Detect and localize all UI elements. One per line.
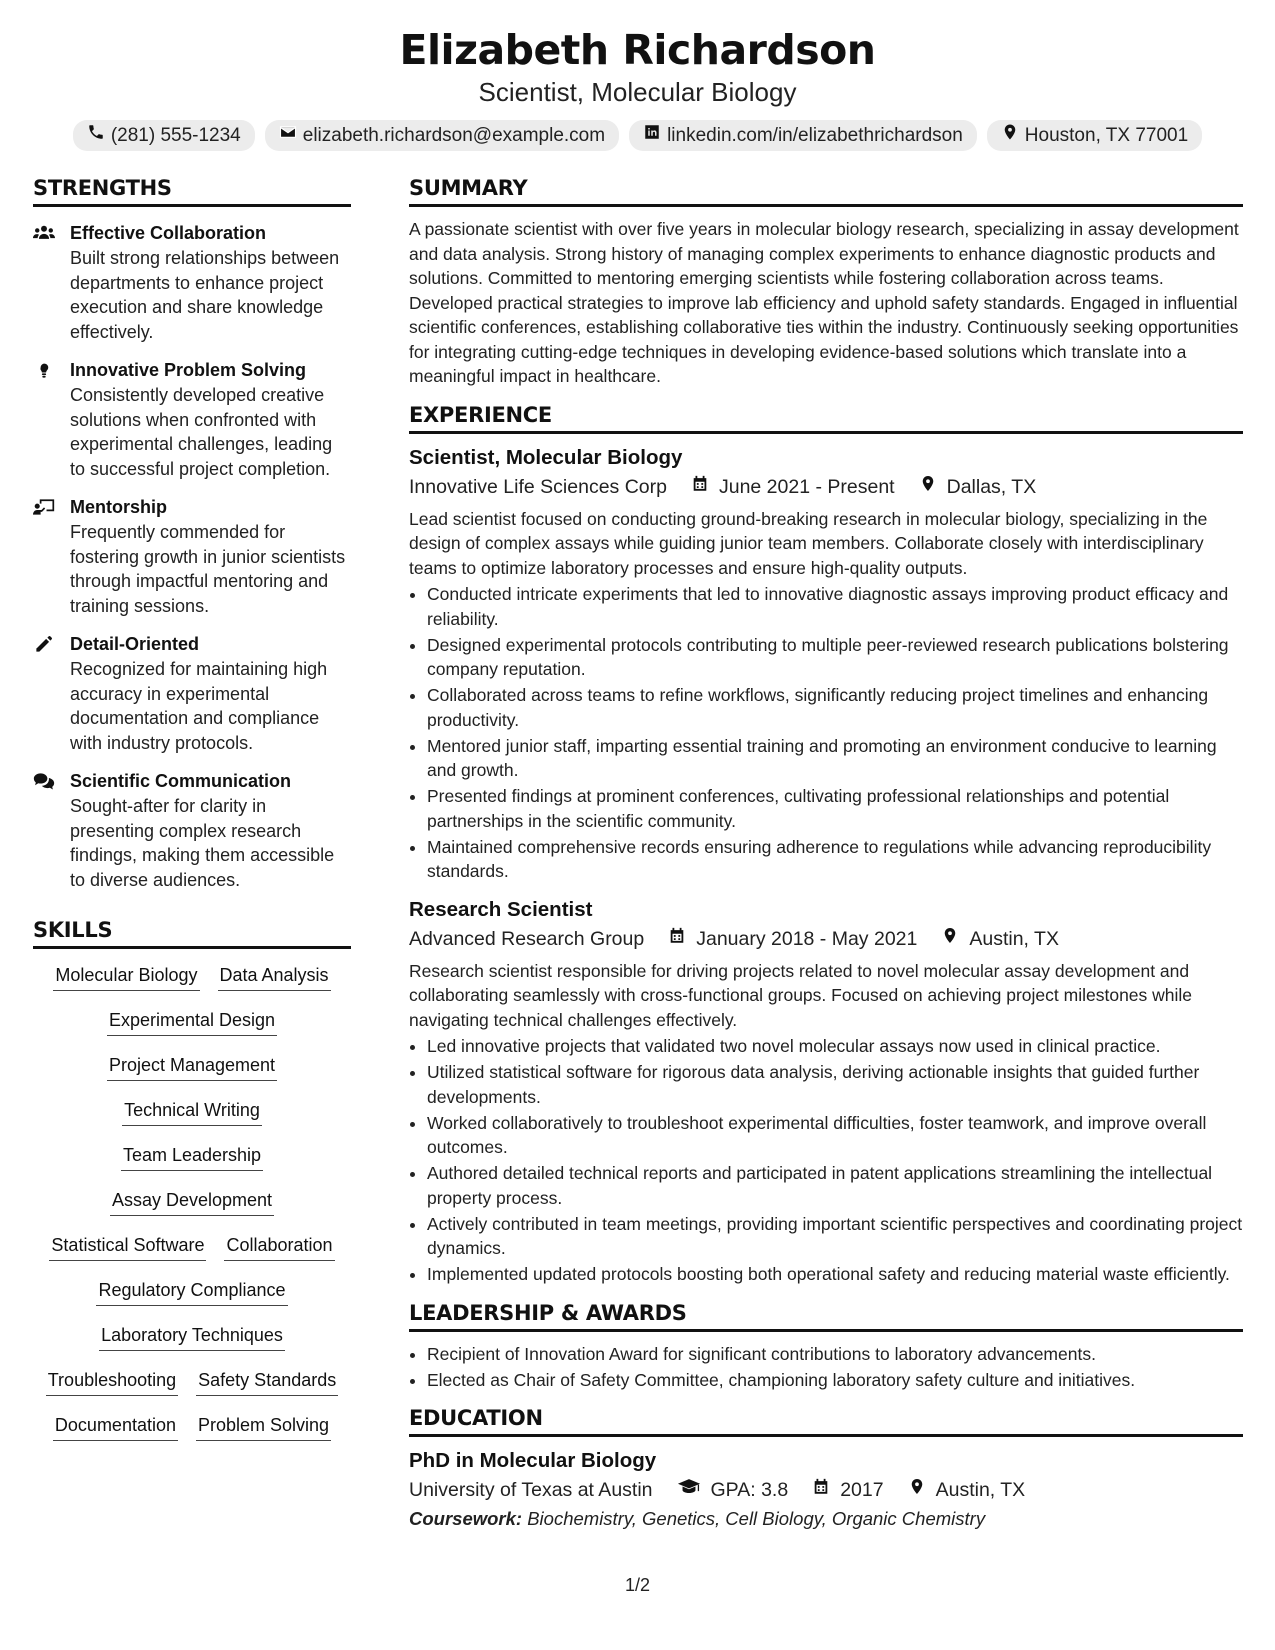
skill-tag: Data Analysis — [218, 963, 331, 991]
skill-tag: Technical Writing — [122, 1098, 262, 1126]
degree-title: PhD in Molecular Biology — [409, 1449, 657, 1472]
calendar-icon — [691, 472, 709, 502]
resume-header — [0, 0, 1275, 151]
job-location: Dallas, TX — [946, 475, 1037, 498]
graduation-cap-icon — [677, 1475, 701, 1505]
job-description: Research scientist responsible for driving projects related to novel molecular assay development and collaborating seamlessly with cross-functional groups. Focused on achieving project milestones while navigating technical challenges effectively. — [409, 960, 1193, 1030]
education-heading: EDUCATION — [409, 1406, 1243, 1437]
job-company: Advanced Research Group — [409, 927, 645, 950]
strength-text: Built strong relationships between departments to enhance project execution and share knowledge effectively. — [70, 248, 340, 342]
linkedin-icon — [643, 123, 661, 148]
strength-text: Frequently commended for fostering growth in junior scientists through impactful mentoring and training sessions. — [70, 522, 346, 616]
job-title: Scientist, Molecular Biology — [409, 445, 683, 469]
job-entry — [409, 444, 1243, 884]
skill-tag: Troubleshooting — [46, 1368, 178, 1396]
contact-phone[interactable] — [73, 120, 255, 151]
chalkboard-teacher-icon — [33, 495, 70, 618]
job-bullet: • Implemented updated protocols boosting both operational safety and reducing material waste efficiently. — [427, 1262, 1243, 1287]
award-item: • Elected as Chair of Safety Committee, championing laboratory safety culture and initiatives. — [427, 1368, 1243, 1393]
phone-icon — [87, 123, 105, 148]
job-bullet: • Led innovative projects that validated two novel molecular assays now used in clinical practice. — [427, 1034, 1243, 1059]
awards-heading: LEADERSHIP & AWARDS — [409, 1301, 1243, 1332]
pencil-icon — [33, 632, 70, 755]
comments-icon — [33, 769, 70, 892]
job-meta — [409, 924, 1243, 954]
award-item: • Recipient of Innovation Award for significant contributions to laboratory advancements. — [427, 1342, 1243, 1367]
left-column — [33, 176, 351, 1458]
strength-item — [33, 221, 351, 344]
job-bullet: • Mentored junior staff, imparting essential training and promoting an environment conducive to learning and growth. — [427, 734, 1243, 783]
job-title: Research Scientist — [409, 897, 593, 921]
awards-section — [409, 1301, 1243, 1393]
skills-heading: SKILLS — [33, 918, 351, 949]
strengths-heading: STRENGTHS — [33, 176, 351, 207]
map-pin-icon — [908, 1475, 926, 1505]
skill-tag: Regulatory Compliance — [96, 1278, 287, 1306]
gpa: GPA: 3.8 — [710, 1479, 789, 1501]
strength-title: Innovative Problem Solving — [70, 360, 307, 380]
strength-text: Sought-after for clarity in presenting complex research findings, making them accessible to diverse audiences. — [70, 796, 335, 890]
skill-tag: Molecular Biology — [53, 963, 199, 991]
job-bullet: • Utilized statistical software for rigorous data analysis, deriving actionable insights that guided further developments. — [427, 1060, 1243, 1109]
skill-tag: Problem Solving — [196, 1413, 331, 1441]
skill-tag: Documentation — [53, 1413, 178, 1441]
summary-heading: SUMMARY — [409, 176, 1243, 207]
job-bullet: • Conducted intricate experiments that led to innovative diagnostic assays improving product efficacy and reliability. — [427, 582, 1243, 631]
job-bullets — [409, 582, 1243, 884]
education-meta — [409, 1475, 1243, 1505]
job-bullet: • Presented findings at prominent conferences, cultivating professional relationships and potential partnerships in the scientific community. — [427, 784, 1243, 833]
map-pin-icon — [941, 924, 959, 954]
contact-location-text: Houston, TX 77001 — [1024, 124, 1189, 146]
coursework-list: Biochemistry, Genetics, Cell Biology, Organic Chemistry — [527, 1508, 986, 1529]
strength-text: Recognized for maintaining high accuracy in experimental documentation and compliance with industry protocols. — [70, 659, 328, 753]
skill-tag: Statistical Software — [49, 1233, 206, 1261]
strength-title: Scientific Communication — [70, 771, 292, 791]
graduation-year: 2017 — [840, 1479, 884, 1501]
school-location: Austin, TX — [935, 1479, 1026, 1501]
coursework-label: Coursework: — [409, 1508, 523, 1529]
strength-item — [33, 358, 351, 481]
strength-title: Mentorship — [70, 497, 167, 517]
job-bullet: • Designed experimental protocols contributing to multiple peer-reviewed research publications bolstering company reputation. — [427, 633, 1243, 682]
job-location: Austin, TX — [969, 927, 1059, 950]
skill-tag: Team Leadership — [121, 1143, 263, 1171]
contact-email[interactable] — [265, 120, 619, 151]
calendar-icon — [812, 1475, 830, 1505]
job-dates: January 2018 - May 2021 — [696, 927, 918, 950]
candidate-title: Scientist, Molecular Biology — [478, 77, 797, 107]
coursework — [409, 1505, 1243, 1533]
contact-linkedin-text: linkedin.com/in/elizabethrichardson — [667, 124, 963, 146]
contact-phone-text: (281) 555-1234 — [110, 124, 241, 146]
skills-list — [33, 963, 351, 1458]
skill-tag: Experimental Design — [107, 1008, 277, 1036]
users-icon — [33, 221, 70, 344]
map-pin-icon — [1001, 123, 1019, 148]
envelope-icon — [279, 123, 297, 148]
contact-location[interactable] — [987, 120, 1202, 151]
strength-item — [33, 495, 351, 618]
experience-section — [409, 403, 1243, 1287]
lightbulb-icon — [33, 358, 70, 481]
skill-tag: Safety Standards — [196, 1368, 338, 1396]
job-bullets — [409, 1034, 1243, 1287]
job-company: Innovative Life Sciences Corp — [409, 475, 667, 498]
right-column — [409, 176, 1243, 1543]
summary-section — [409, 176, 1243, 389]
strengths-list — [33, 221, 351, 892]
strength-title: Detail-Oriented — [70, 634, 200, 654]
contact-linkedin[interactable] — [629, 120, 977, 151]
contact-bar — [0, 120, 1275, 151]
contact-email-text: elizabeth.richardson@example.com — [302, 124, 606, 146]
skill-tag: Assay Development — [110, 1188, 274, 1216]
job-description: Lead scientist focused on conducting ground-breaking research in molecular biology, specializing in the design of complex assays while guiding junior team members. Collaborate closely with interdisciplinary teams to optimize laboratory processes and ensure high-quality outputs. — [409, 508, 1208, 578]
page-number: 1/2 — [624, 1575, 651, 1595]
education-section — [409, 1406, 1243, 1533]
job-bullet: • Worked collaboratively to troubleshoot experimental difficulties, foster teamwork, and improve overall outcomes. — [427, 1111, 1243, 1160]
experience-heading: EXPERIENCE — [409, 403, 1243, 434]
strength-text: Consistently developed creative solutions when confronted with experimental challenges, leading to successful project completion. — [70, 385, 333, 479]
job-entry — [409, 896, 1243, 1287]
strength-item — [33, 632, 351, 755]
job-dates: June 2021 - Present — [718, 475, 895, 498]
strength-title: Effective Collaboration — [70, 223, 267, 243]
calendar-icon — [668, 924, 686, 954]
skill-tag: Collaboration — [224, 1233, 334, 1261]
awards-list — [409, 1342, 1243, 1393]
candidate-name: Elizabeth Richardson — [399, 26, 876, 74]
skill-tag: Laboratory Techniques — [99, 1323, 285, 1351]
job-bullet: • Collaborated across teams to refine workflows, significantly reducing project timelines and enhancing productivity. — [427, 683, 1243, 732]
map-pin-icon — [919, 472, 937, 502]
job-meta — [409, 472, 1243, 502]
job-bullet: • Authored detailed technical reports and participated in patent applications streamlining the intellectual property process. — [427, 1161, 1243, 1210]
school-name: University of Texas at Austin — [409, 1479, 653, 1501]
strength-item — [33, 769, 351, 892]
summary-text: A passionate scientist with over five years in molecular biology research, specializing in assay development and data analysis. Strong history of managing complex experiments to enhance diagnostic products and solutions. Committed to mentoring emerging scientists while fostering collaboration across teams. Developed practical strategies to improve lab efficiency and uphold safety standards. Engaged in influential scientific conferences, establishing collaborative ties within the industry. Continuously seeking opportunities for integrating cutting-edge techniques in developing evidence-based solutions which translate into a meaningful impact in healthcare. — [409, 219, 1239, 386]
skill-tag: Project Management — [107, 1053, 277, 1081]
job-bullet: • Maintained comprehensive records ensuring adherence to regulations while advancing reproducibility standards. — [427, 835, 1243, 884]
job-bullet: • Actively contributed in team meetings, providing important scientific perspectives and coordinating project dynamics. — [427, 1212, 1243, 1261]
